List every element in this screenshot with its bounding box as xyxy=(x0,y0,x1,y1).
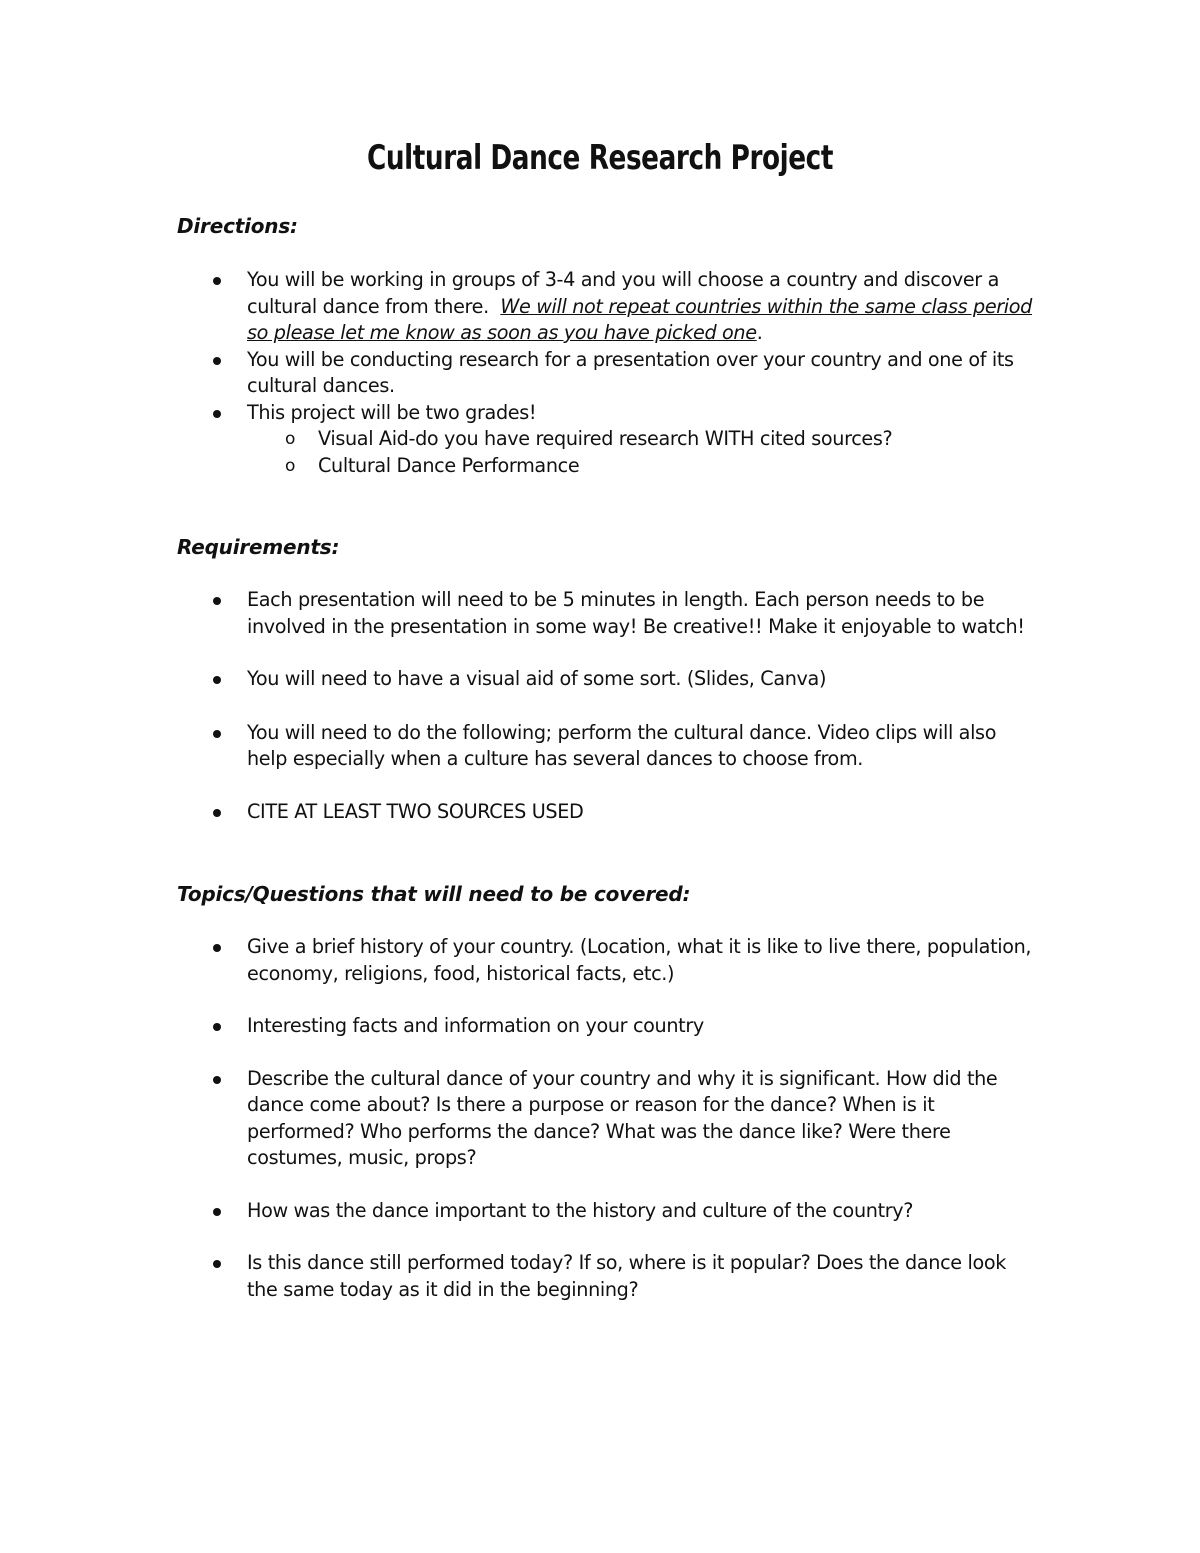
list-item xyxy=(0,666,1037,693)
requirement-text: Each presentation will need to be 5 minutes in length. Each person needs to be involved in the presentation in some way! Be creative!! Make it enjoyable to watch! xyxy=(247,588,1025,638)
requirement-text: CITE AT LEAST TWO SOURCES USED xyxy=(247,799,584,823)
directions-item-emphasis: We will not repeat countries within the same class period so please let me know as soon as you have picked one xyxy=(247,294,1033,344)
directions-item-text: You will be working in groups of 3-4 and you will choose a country and discover a cultural dance from there. xyxy=(247,268,999,318)
topic-text: Describe the cultural dance of your country and why it is significant. How did the dance come about? Is there a purpose or reason for the dance? When is it performed? Who performs the dance? What was the dance like? Were there costumes, music, props? xyxy=(247,1066,998,1169)
bullet-icon xyxy=(213,410,221,418)
bullet-icon xyxy=(213,809,221,817)
topic-text: Is this dance still performed today? If so, where is it popular? Does the dance look the same today as it did in the beginning? xyxy=(247,1251,1007,1301)
list-item xyxy=(0,799,1037,826)
topics-heading: Topics/Questions that will need to be covered: xyxy=(177,882,691,906)
bullet-icon xyxy=(213,676,221,684)
grade-text: Visual Aid-do you have required research WITH cited sources? xyxy=(318,427,893,450)
topic-text: How was the dance important to the history and culture of the country? xyxy=(247,1198,914,1222)
bullet-icon xyxy=(213,1076,221,1084)
bullet-icon xyxy=(213,1023,221,1031)
requirement-text: You will need to have a visual aid of some sort. (Slides, Canva) xyxy=(247,667,827,690)
list-item xyxy=(0,1066,1037,1172)
list-item xyxy=(0,587,1037,640)
list-item xyxy=(0,1250,1037,1303)
bullet-icon xyxy=(213,1260,221,1268)
sublist-item xyxy=(247,426,1037,453)
directions-item-text: This project will be two grades! xyxy=(247,400,537,424)
grade-text: Cultural Dance Performance xyxy=(318,453,580,477)
page-title: Cultural Dance Research Project xyxy=(366,138,833,178)
directions-list xyxy=(0,267,1200,479)
circle-bullet-icon: o xyxy=(285,429,296,449)
requirements-list xyxy=(0,587,1200,825)
topic-text: Give a brief history of your country. (Location, what it is like to live there, population, economy, religions, food, historical facts, etc.) xyxy=(247,935,1032,985)
list-item xyxy=(0,720,1037,773)
circle-bullet-icon: o xyxy=(285,455,296,476)
directions-item-suffix: . xyxy=(756,321,763,344)
grades-sublist xyxy=(247,426,1037,479)
list-item xyxy=(0,400,1037,480)
list-item xyxy=(0,267,1037,347)
list-item xyxy=(0,934,1037,987)
bullet-icon xyxy=(213,597,221,605)
bullet-icon xyxy=(213,277,221,285)
requirement-text: You will need to do the following; perform the cultural dance. Video clips will also help especially when a culture has several dances to choose from. xyxy=(247,720,997,770)
bullet-icon xyxy=(213,357,221,365)
bullet-icon xyxy=(213,730,221,738)
requirements-heading: Requirements: xyxy=(177,535,340,559)
list-item xyxy=(0,1013,1037,1040)
list-item xyxy=(0,1198,1037,1225)
list-item xyxy=(0,347,1037,400)
directions-item-text: You will be conducting research for a presentation over your country and one of its cultural dances. xyxy=(247,347,1014,397)
topic-text: Interesting facts and information on your country xyxy=(247,1014,704,1037)
sublist-item xyxy=(247,453,1037,480)
bullet-icon xyxy=(213,1208,221,1216)
bullet-icon xyxy=(213,944,221,952)
directions-heading: Directions: xyxy=(177,214,298,238)
topics-list xyxy=(0,934,1200,1303)
